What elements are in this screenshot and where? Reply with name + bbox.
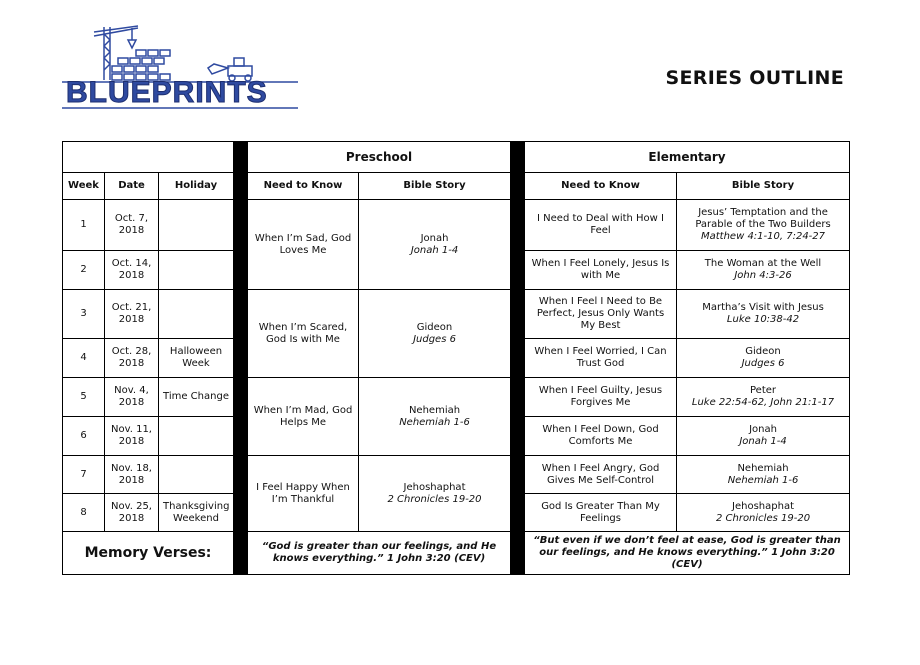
date-cell: Oct. 7, 2018 (105, 200, 159, 251)
elementary-need-to-know-header: Need to Know (525, 173, 677, 200)
elementary-bible-story-cell (677, 339, 850, 378)
scripture-reference: Luke 22:54-62, John 21:1-17 (691, 397, 835, 408)
date-cell: Oct. 28, 2018 (105, 339, 159, 378)
story-title: Jonah (749, 424, 777, 435)
date-cell: Nov. 4, 2018 (105, 378, 159, 417)
preschool-bible-story-cell (359, 378, 511, 456)
story-title: Jesus’ Temptation and the Parable of the Two Builders (695, 207, 831, 230)
table-row (63, 290, 850, 339)
blueprints-logo (62, 22, 302, 112)
scripture-reference: Jonah 1-4 (410, 244, 459, 256)
preschool-bible-story-header: Bible Story (359, 173, 511, 200)
week-cell: 5 (63, 378, 105, 417)
preschool-need-to-know-cell: When I’m Mad, God Helps Me (248, 378, 359, 456)
story-title: Jonah (420, 232, 449, 244)
elementary-bible-story-cell (677, 456, 850, 494)
elementary-need-to-know-cell: When I Feel Worried, I Can Trust God (525, 339, 677, 378)
elementary-memory-verse: “But even if we don’t feel at ease, God is greater than our feelings, and He knows everything.” 1 John 3:20 (CEV) (525, 532, 850, 575)
holiday-header: Holiday (159, 173, 234, 200)
elementary-bible-story-header: Bible Story (677, 173, 850, 200)
table-row (63, 200, 850, 251)
scripture-reference: Jonah 1-4 (739, 436, 787, 447)
elementary-need-to-know-cell: God Is Greater Than My Feelings (525, 494, 677, 532)
week-cell: 3 (63, 290, 105, 339)
elementary-need-to-know-cell: When I Feel I Need to Be Perfect, Jesus Only Wants My Best (525, 290, 677, 339)
scripture-reference: 2 Chronicles 19-20 (715, 512, 811, 524)
scripture-reference: Nehemiah 1-6 (399, 416, 470, 428)
preschool-need-to-know-header: Need to Know (248, 173, 359, 200)
week-cell: 7 (63, 456, 105, 494)
preschool-bible-story-cell (359, 456, 511, 532)
table-row (63, 456, 850, 494)
story-title: Gideon (416, 321, 453, 333)
date-cell: Nov. 18, 2018 (105, 456, 159, 494)
holiday-cell (159, 417, 234, 456)
preschool-need-to-know-cell: I Feel Happy When I’m Thankful (248, 456, 359, 532)
elementary-bible-story-cell (677, 200, 850, 251)
scripture-reference: Luke 10:38-42 (726, 314, 800, 325)
date-header: Date (105, 173, 159, 200)
week-header: Week (63, 173, 105, 200)
story-title: Gideon (745, 346, 781, 357)
story-title: Jehoshaphat (403, 481, 466, 493)
preschool-need-to-know-cell: When I’m Scared, God Is with Me (248, 290, 359, 378)
date-cell: Nov. 11, 2018 (105, 417, 159, 456)
elementary-need-to-know-cell: When I Feel Lonely, Jesus Is with Me (525, 251, 677, 290)
column-header-row (63, 173, 850, 200)
preschool-header: Preschool (248, 142, 511, 173)
date-cell: Oct. 21, 2018 (105, 290, 159, 339)
memory-verses-row (63, 532, 850, 575)
story-title: Nehemiah (737, 462, 789, 474)
scripture-reference: Judges 6 (413, 333, 456, 345)
holiday-cell (159, 200, 234, 251)
preschool-bible-story-cell (359, 200, 511, 290)
holiday-cell: Thanksgiving Weekend (159, 494, 234, 532)
story-title: Peter (750, 385, 777, 396)
week-cell: 8 (63, 494, 105, 532)
preschool-memory-verse: “God is greater than our feelings, and He knows everything.” 1 John 3:20 (CEV) (248, 532, 511, 575)
elementary-need-to-know-cell: When I Feel Angry, God Gives Me Self-Control (525, 456, 677, 494)
holiday-cell (159, 251, 234, 290)
elementary-bible-story-cell (677, 290, 850, 339)
preschool-need-to-know-cell: When I’m Sad, God Loves Me (248, 200, 359, 290)
scripture-reference: Judges 6 (741, 358, 785, 369)
page-title: SERIES OUTLINE (665, 67, 844, 89)
elementary-need-to-know-cell: When I Feel Down, God Comforts Me (525, 417, 677, 456)
elementary-bible-story-cell (677, 417, 850, 456)
story-title: Jehoshaphat (732, 500, 794, 512)
divider-bar (511, 142, 525, 575)
date-cell: Oct. 14, 2018 (105, 251, 159, 290)
elementary-header: Elementary (525, 142, 850, 173)
table-row (63, 378, 850, 417)
date-cell: Nov. 25, 2018 (105, 494, 159, 532)
scripture-reference: John 4:3-26 (734, 270, 792, 281)
elementary-bible-story-cell (677, 378, 850, 417)
scripture-reference: 2 Chronicles 19-20 (387, 493, 482, 505)
week-cell: 6 (63, 417, 105, 456)
memory-verses-label: Memory Verses: (63, 532, 234, 575)
story-title: Nehemiah (408, 404, 461, 416)
holiday-cell: Time Change (159, 378, 234, 417)
scripture-reference: Matthew 4:1-10, 7:24-27 (701, 231, 826, 242)
week-cell: 2 (63, 251, 105, 290)
holiday-cell (159, 456, 234, 494)
story-title: The Woman at the Well (704, 258, 822, 269)
holiday-cell (159, 290, 234, 339)
scripture-reference: Nehemiah 1-6 (727, 474, 799, 486)
holiday-cell: Halloween Week (159, 339, 234, 378)
story-title: Martha’s Visit with Jesus (702, 302, 824, 313)
series-outline-table (62, 141, 850, 575)
group-header-row (63, 142, 850, 173)
week-cell: 1 (63, 200, 105, 251)
week-cell: 4 (63, 339, 105, 378)
preschool-bible-story-cell (359, 290, 511, 378)
blank-header-cell (63, 142, 234, 173)
divider-bar (234, 142, 248, 575)
elementary-need-to-know-cell: I Need to Deal with How I Feel (525, 200, 677, 251)
elementary-bible-story-cell (677, 251, 850, 290)
elementary-need-to-know-cell: When I Feel Guilty, Jesus Forgives Me (525, 378, 677, 417)
logo-wordmark: BLUEPRINTS (66, 76, 268, 109)
elementary-bible-story-cell (677, 494, 850, 532)
